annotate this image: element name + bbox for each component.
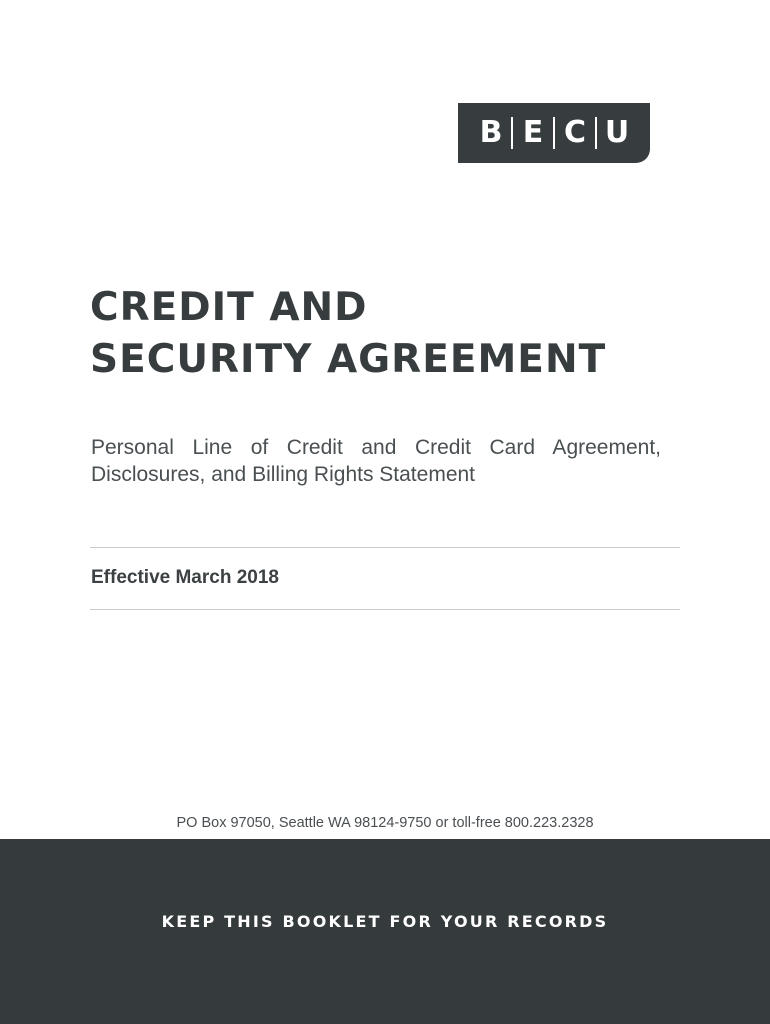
- logo-divider: [595, 117, 597, 149]
- footer-notice: KEEP THIS BOOKLET FOR YOUR RECORDS: [161, 912, 609, 931]
- document-subtitle: [91, 434, 661, 488]
- document-title: [90, 282, 606, 386]
- subtitle-line-1: Personal Line of Credit and Credit Card Agreement,: [91, 436, 661, 459]
- effective-date: Effective March 2018: [91, 567, 279, 588]
- title-line-1: CREDIT AND: [90, 285, 368, 330]
- logo-letter-e: E: [522, 115, 544, 150]
- subtitle-line-2: Disclosures, and Billing Rights Statement: [91, 463, 476, 486]
- divider-top: [90, 547, 680, 548]
- logo-divider: [553, 117, 555, 149]
- logo-letter-u: U: [604, 115, 630, 150]
- becu-logo: [458, 103, 650, 163]
- logo-letter-c: C: [563, 115, 587, 150]
- divider-bottom: [90, 609, 680, 610]
- title-line-2: SECURITY AGREEMENT: [90, 337, 607, 382]
- contact-info: PO Box 97050, Seattle WA 98124-9750 or toll-free 800.223.2328: [176, 815, 594, 831]
- logo-lettermark: [478, 116, 630, 150]
- logo-divider: [511, 117, 513, 149]
- logo-letter-b: B: [479, 115, 503, 150]
